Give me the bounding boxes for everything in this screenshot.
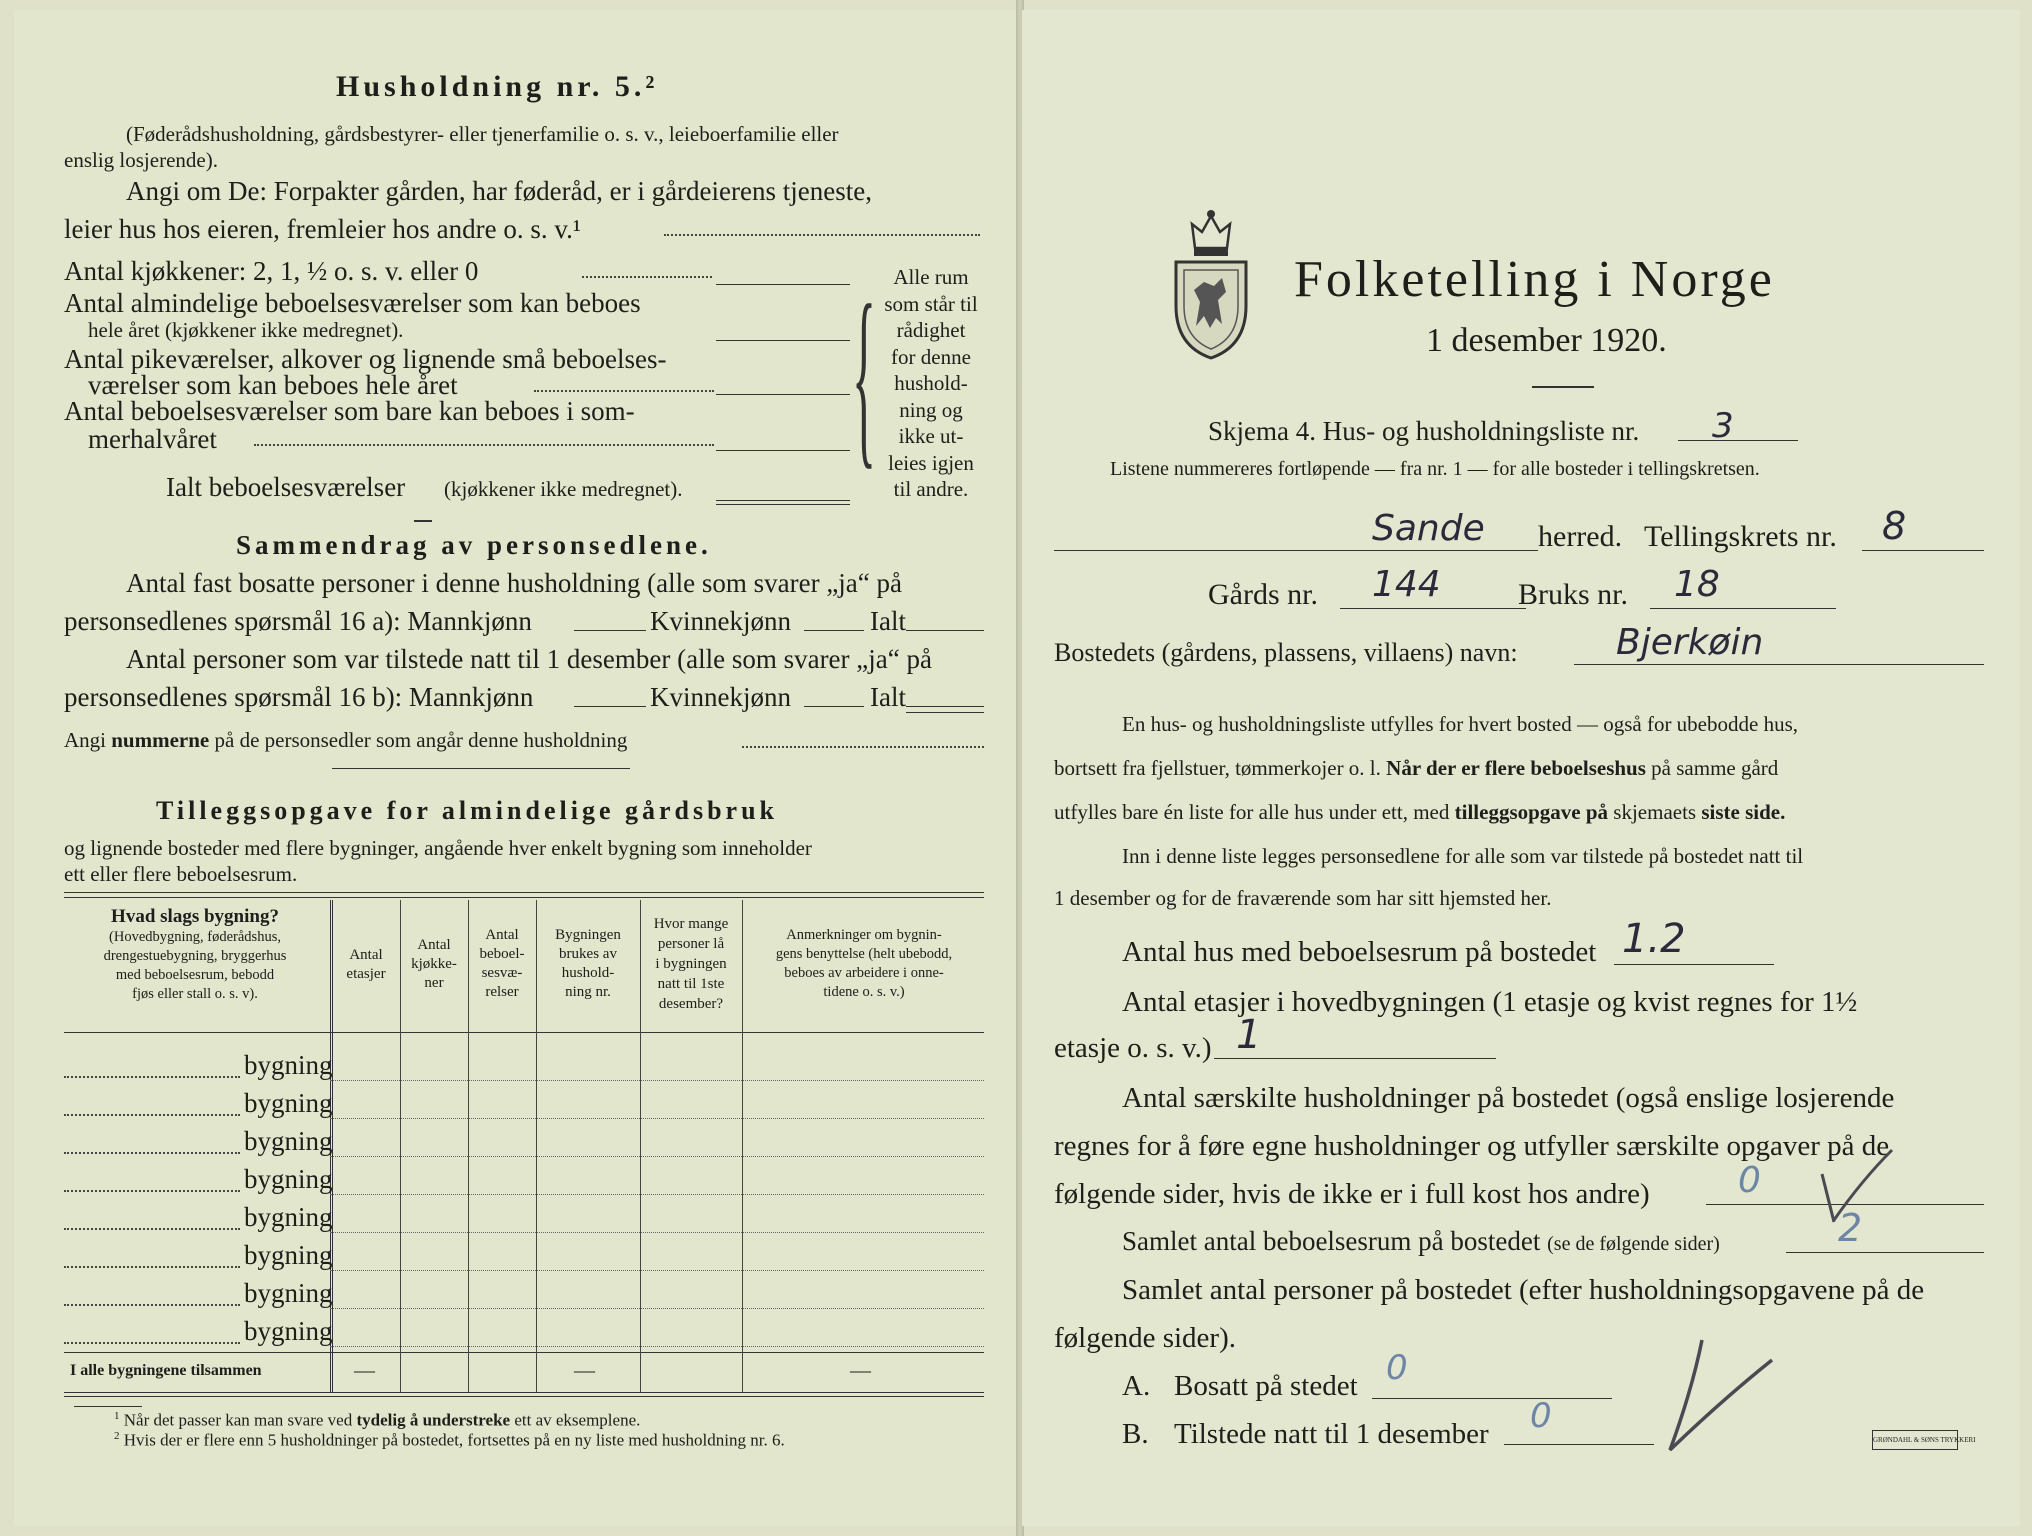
angi-answer-line[interactable] [664, 234, 980, 236]
building-row[interactable] [64, 1084, 984, 1120]
para1-line1: En hus- og husholdningsliste utfylles for hvert bosted — også for ubebodde hus, [1122, 712, 1798, 736]
fast-mann-answer[interactable] [574, 630, 646, 631]
footnote-rule [74, 1406, 142, 1407]
q-etasjer-1: Antal etasjer i hovedbygningen (1 etasje og kvist regnes for 1½ [1122, 986, 1858, 1018]
col-header-line: sesvæ- [481, 965, 523, 981]
summary-kvinne-b: Kvinnekjønn [650, 682, 791, 712]
printer-stamp: GRØNDAHL & SØNS TRYKKERI [1872, 1430, 1958, 1450]
b-label: B. [1122, 1418, 1149, 1450]
right-page [1022, 10, 2020, 1526]
col-header-line: ning nr. [565, 984, 611, 1000]
tillegg-title: Tilleggsopgave for almindelige gårdsbruk [156, 796, 779, 825]
side-note-line: til andre. [893, 477, 969, 501]
herred-value: Sande [1372, 508, 1485, 549]
angi-pre: Angi [64, 728, 106, 752]
q-pers-2: følgende sider). [1054, 1322, 1236, 1354]
center-tick [414, 520, 432, 522]
table-total-top [64, 1352, 984, 1353]
q-rum-value: 2 [1838, 1206, 1863, 1250]
building-row-underline [330, 1346, 984, 1347]
total-dash-husholdning: — [574, 1358, 595, 1382]
para1-3b: tilleggsopgave på [1454, 800, 1609, 824]
tellingskrets-label: Tellingskrets nr. [1644, 520, 1837, 553]
tellingskrets-line[interactable] [1862, 550, 1984, 551]
pike-dotted [534, 390, 714, 392]
building-row-dotted [64, 1266, 240, 1268]
building-row-dotted [64, 1076, 240, 1078]
building-row-dotted [64, 1304, 240, 1306]
col-header-line: beboel- [479, 946, 525, 962]
table-bottom-line-2 [64, 1396, 984, 1397]
building-row-underline [330, 1232, 984, 1233]
tilst-mann-answer[interactable] [574, 706, 646, 707]
bosted-label: Bostedets (gårdens, plassens, villaens) navn: [1054, 638, 1518, 667]
col-header-line: Bygningen [555, 927, 621, 943]
side-note-line: ning og [899, 397, 963, 422]
q-hus: Antal hus med beboelsesrum på bostedet [1122, 936, 1597, 968]
col-header-line: i bygningen [655, 956, 727, 972]
footnote-1-pre: Når det passer kan man svare ved [123, 1410, 353, 1430]
q-husholdn-1: Antal særskilte husholdninger på bostedet (også enslige losjerende [1122, 1082, 1895, 1114]
angi-numbers-answer[interactable] [742, 746, 984, 748]
col-header-line: Antal [349, 947, 383, 963]
table-top-line [64, 892, 984, 893]
building-row-label: bygning [244, 1164, 333, 1194]
summary-fast-1: Antal fast bosatte personer i denne husholdning (alle som svarer „ja“ på [126, 568, 902, 598]
q-etasjer-2: etasje o. s. v.) [1054, 1032, 1212, 1064]
building-row-underline [330, 1118, 984, 1119]
col-header-line: gens benyttelse (helt ubebodd, [775, 946, 953, 962]
table-header-bottom [64, 1032, 984, 1033]
summary-tilst-1: Antal personer som var tilstede natt til 1 desember (alle som svarer „ja“ på [126, 644, 932, 674]
side-note-line: hushold- [894, 371, 968, 395]
b-text: Tilstede natt til 1 desember [1174, 1418, 1489, 1450]
rooms-alm-2: hele året (kjøkkener ikke medregnet). [88, 318, 404, 342]
tillegg-desc-1: og lignende bosteder med flere bygninger, angående hver enkelt bygning som inneholder [64, 836, 812, 860]
left-page [14, 10, 1016, 1526]
rooms-pike-2: værelser som kan beboes hele året [88, 370, 458, 400]
q-husholdn-value: 0 [1738, 1160, 1761, 1201]
footnote-2: $^2$ Hvis der er flere enn 5 husholdninger på bostedet, fortsettes på en ny liste med husholdning nr. 6. [114, 1430, 785, 1450]
a-label: A. [1122, 1370, 1151, 1402]
summary-title: Sammendrag av personsedlene. [236, 530, 712, 560]
col-header-line: brukes av [559, 946, 617, 962]
tellingskrets-value: 8 [1882, 504, 1907, 548]
footnote-1-bold: tydelig å understreke [356, 1410, 511, 1430]
para1-line3 [1054, 800, 1785, 825]
kitchens-dotted [582, 276, 712, 278]
skjema-nr-value: 3 [1712, 406, 1734, 446]
summary-fast-2: personsedlenes spørsmål 16 a): Mannkjønn [64, 606, 532, 636]
building-row[interactable] [64, 1236, 984, 1272]
fast-ialt-answer[interactable] [906, 630, 984, 631]
bosted-line[interactable] [1574, 664, 1984, 665]
q-husholdn-3: følgende sider, hvis de ikke er i full kost hos andre) [1054, 1178, 1650, 1210]
skjema-text: Skjema 4. Hus- og husholdningsliste nr. [1208, 416, 1640, 446]
total-dash-etasjer: — [354, 1358, 375, 1382]
col-vaerelser-header [470, 926, 534, 1002]
col-kjokkener-header [402, 936, 466, 993]
q-hus-value: 1.2 [1622, 916, 1686, 962]
form-date: 1 desember 1920. [1426, 322, 1667, 359]
building-row-dotted [64, 1190, 240, 1192]
para1-2c: på samme gård [1651, 756, 1779, 780]
col-building-header [64, 906, 326, 1004]
b-value: 0 [1530, 1396, 1552, 1436]
ialt-answer[interactable] [716, 500, 850, 501]
building-row[interactable] [64, 1312, 984, 1348]
q-rum-text: Samlet antal beboelsesrum på bostedet [1122, 1226, 1541, 1256]
household-intro-2: enslig losjerende). [64, 148, 218, 172]
col-header-line: Hvor mange [653, 916, 729, 932]
coat-of-arms-icon [1170, 206, 1252, 362]
q-hus-line[interactable] [1614, 964, 1774, 965]
sommer-dotted [254, 444, 714, 446]
building-row-dotted [64, 1342, 240, 1344]
col-header-line: natt til 1ste [657, 976, 725, 992]
skjema-nr-line[interactable] [1678, 440, 1798, 441]
building-row-label: bygning [244, 1202, 333, 1232]
angi-line-1: Angi om De: Forpakter gården, har føderåd, er i gårdeierens tjeneste, [126, 176, 872, 206]
total-label: I alle bygningene tilsammen [70, 1362, 262, 1379]
col-header-line: relser [485, 984, 519, 1000]
alm-answer[interactable] [716, 340, 850, 341]
summary-angi [64, 728, 627, 753]
side-note-line: som står til [884, 291, 978, 316]
col-building-title: Hvad slags bygning? [111, 906, 279, 927]
household-title: Husholdning nr. 5.² [336, 70, 659, 103]
angi-line-2: leier hus hos eieren, fremleier hos andre o. s. v.¹ [64, 214, 581, 244]
para1-3d: siste side. [1701, 800, 1786, 824]
col-header-line: etasjer [346, 966, 386, 982]
building-row[interactable] [64, 1160, 984, 1196]
pike-answer[interactable] [716, 394, 850, 395]
col-building-sub: fjøs eller stall o. s. v). [132, 986, 258, 1002]
building-row-label: bygning [244, 1316, 333, 1346]
a-value: 0 [1386, 1348, 1408, 1388]
building-row[interactable] [64, 1198, 984, 1234]
angi-bold: nummerne [111, 728, 210, 752]
building-row-label: bygning [244, 1050, 333, 1080]
col-etasjer-header [334, 946, 398, 984]
side-note-line: rådighet [896, 318, 966, 342]
total-dash-anmerkninger: — [850, 1358, 871, 1382]
tillegg-desc-2: ett eller flere beboelsesrum. [64, 862, 298, 886]
rooms-ialt: Ialt beboelsesværelser [166, 472, 406, 502]
side-note-line: Alle rum [893, 265, 969, 289]
footnote-1-post: ett av eksemplene. [514, 1410, 641, 1430]
q-pers-1: Samlet antal personer på bostedet (efter husholdningsopgavene på de [1122, 1274, 1925, 1306]
rooms-side-note [876, 264, 986, 503]
col-header-line: tidene o. s. v.) [823, 984, 905, 1000]
col-husholdning-header [538, 926, 638, 1002]
col-building-sub: (Hovedbygning, føderådshus, [109, 929, 281, 945]
household-intro-1: (Føderådshusholdning, gårdsbestyrer- eller tjenerfamilie o. s. v., leieboerfamilie eller [126, 122, 839, 146]
col-header-line: personer lå [657, 936, 725, 952]
para2-line1: Inn i denne liste legges personsedlene for alle som var tilstede på bostedet natt til [1122, 844, 1804, 868]
brace-glyph: { [852, 265, 876, 486]
para1-2b: Når der er flere beboelseshus [1386, 756, 1646, 780]
tilst-kvinne-answer[interactable] [804, 706, 864, 707]
summary-tilst-2: personsedlenes spørsmål 16 b): Mannkjønn [64, 682, 534, 712]
building-row-dotted [64, 1228, 240, 1230]
footnote-1: $^1$ Når det passer kan man svare ved tydelig å understreke ett av eksemplene. [114, 1410, 641, 1430]
col-header-line: desember? [658, 996, 724, 1012]
col-header-line: kjøkke- [411, 956, 457, 972]
para1-2a: bortsett fra fjellstuer, tømmerkojer o. l. [1054, 756, 1381, 780]
listene-text: Listene nummereres fortløpende — fra nr. 1 — for alle bosteder i tellingskretsen. [1110, 458, 1760, 480]
building-row-underline [330, 1080, 984, 1081]
bruks-line[interactable] [1650, 608, 1836, 609]
angi-post: på de personsedler som angår denne husholdning [214, 728, 628, 752]
q-etasjer-value: 1 [1236, 1012, 1262, 1058]
building-row[interactable] [64, 1046, 984, 1082]
col-building-sub: drengestuebygning, bryggerhus [103, 948, 287, 964]
title-divider [1532, 386, 1594, 388]
building-row-underline [330, 1308, 984, 1309]
table-bottom-line [64, 1392, 984, 1393]
building-row-label: bygning [244, 1088, 333, 1118]
bruks-label: Bruks nr. [1518, 578, 1629, 611]
a-line[interactable] [1372, 1398, 1612, 1399]
rooms-ialt-note: (kjøkkener ikke medregnet). [444, 477, 683, 501]
summary-ialt-b: Ialt [870, 682, 906, 712]
building-row-dotted [64, 1152, 240, 1154]
q-rum-note: (se de følgende sider) [1547, 1233, 1720, 1255]
herred-label: herred. [1538, 520, 1623, 553]
building-row[interactable] [64, 1122, 984, 1158]
para1-3a: utfylles bare én liste for alle hus under ett, med [1054, 800, 1450, 824]
summary-ialt-a: Ialt [870, 606, 906, 636]
gards-line[interactable] [1340, 608, 1526, 609]
gards-label: Gårds nr. [1208, 578, 1318, 611]
building-row-label: bygning [244, 1278, 333, 1308]
building-row-dotted [64, 1114, 240, 1116]
col-header-line: Antal [485, 927, 519, 943]
kitchens-answer[interactable] [716, 284, 850, 285]
rooms-sommer-1: Antal beboelsesværelser som bare kan beboes i som- [64, 396, 635, 426]
summary-kvinne-a: Kvinnekjønn [650, 606, 791, 636]
q-etasjer-line[interactable] [1214, 1058, 1496, 1059]
check-marks-icon [1622, 1130, 1942, 1470]
building-row-label: bygning [244, 1240, 333, 1270]
tilst-ialt-double [906, 712, 984, 713]
side-note-line: for denne [891, 344, 971, 369]
table-top-line-2 [64, 897, 984, 898]
fast-kvinne-answer[interactable] [804, 630, 864, 631]
rooms-sommer-2: merhalvåret [88, 424, 217, 454]
col-header-line: ner [424, 975, 444, 991]
building-row-underline [330, 1270, 984, 1271]
a-text: Bosatt på stedet [1174, 1370, 1358, 1402]
building-row-label: bygning [244, 1126, 333, 1156]
col-anmerkninger-header [744, 926, 984, 1002]
rooms-pike-1: Antal pikeværelser, alkover og lignende små beboelses- [64, 344, 667, 374]
col-building-sub: med beboelsesrum, bebodd [115, 967, 275, 983]
para2-line2: 1 desember og for de fraværende som har sitt hjemsted her. [1054, 886, 1552, 910]
ialt-double-line [716, 504, 850, 505]
para1-line2 [1054, 756, 1778, 781]
bruks-value: 18 [1674, 564, 1720, 605]
col-header-line: Anmerkninger om bygnin- [786, 927, 942, 943]
building-row[interactable] [64, 1274, 984, 1310]
rooms-alm-1: Antal almindelige beboelsesværelser som kan beboes [64, 288, 641, 318]
col-header-line: Antal [417, 937, 451, 953]
col-header-line: hushold- [561, 965, 615, 981]
tilst-ialt-answer[interactable] [906, 706, 984, 707]
side-note-line: ikke ut- [898, 424, 964, 448]
q-husholdn-2: regnes for å føre egne husholdninger og utfyller særskilte opgaver på de [1054, 1130, 1890, 1162]
rooms-kitchens: Antal kjøkkener: 2, 1, ½ o. s. v. eller 0 [64, 256, 479, 286]
para1-3c: skjemaets [1613, 800, 1697, 824]
form-title: Folketelling i Norge [1294, 251, 1775, 308]
col-header-line: beboes av arbeidere i onne- [784, 965, 944, 981]
col-personer-header [642, 914, 740, 1014]
gards-value: 144 [1372, 564, 1441, 605]
building-row-underline [330, 1156, 984, 1157]
sommer-answer[interactable] [716, 450, 850, 451]
herred-line[interactable] [1054, 550, 1538, 551]
section-divider [332, 768, 630, 769]
building-row-underline [330, 1194, 984, 1195]
side-note-line: leies igjen [888, 450, 974, 475]
bosted-value: Bjerkøin [1616, 622, 1764, 663]
footnote-2-text: Hvis der er flere enn 5 husholdninger på bostedet, fortsettes på en ny liste med husholdning nr. 6. [123, 1430, 785, 1450]
